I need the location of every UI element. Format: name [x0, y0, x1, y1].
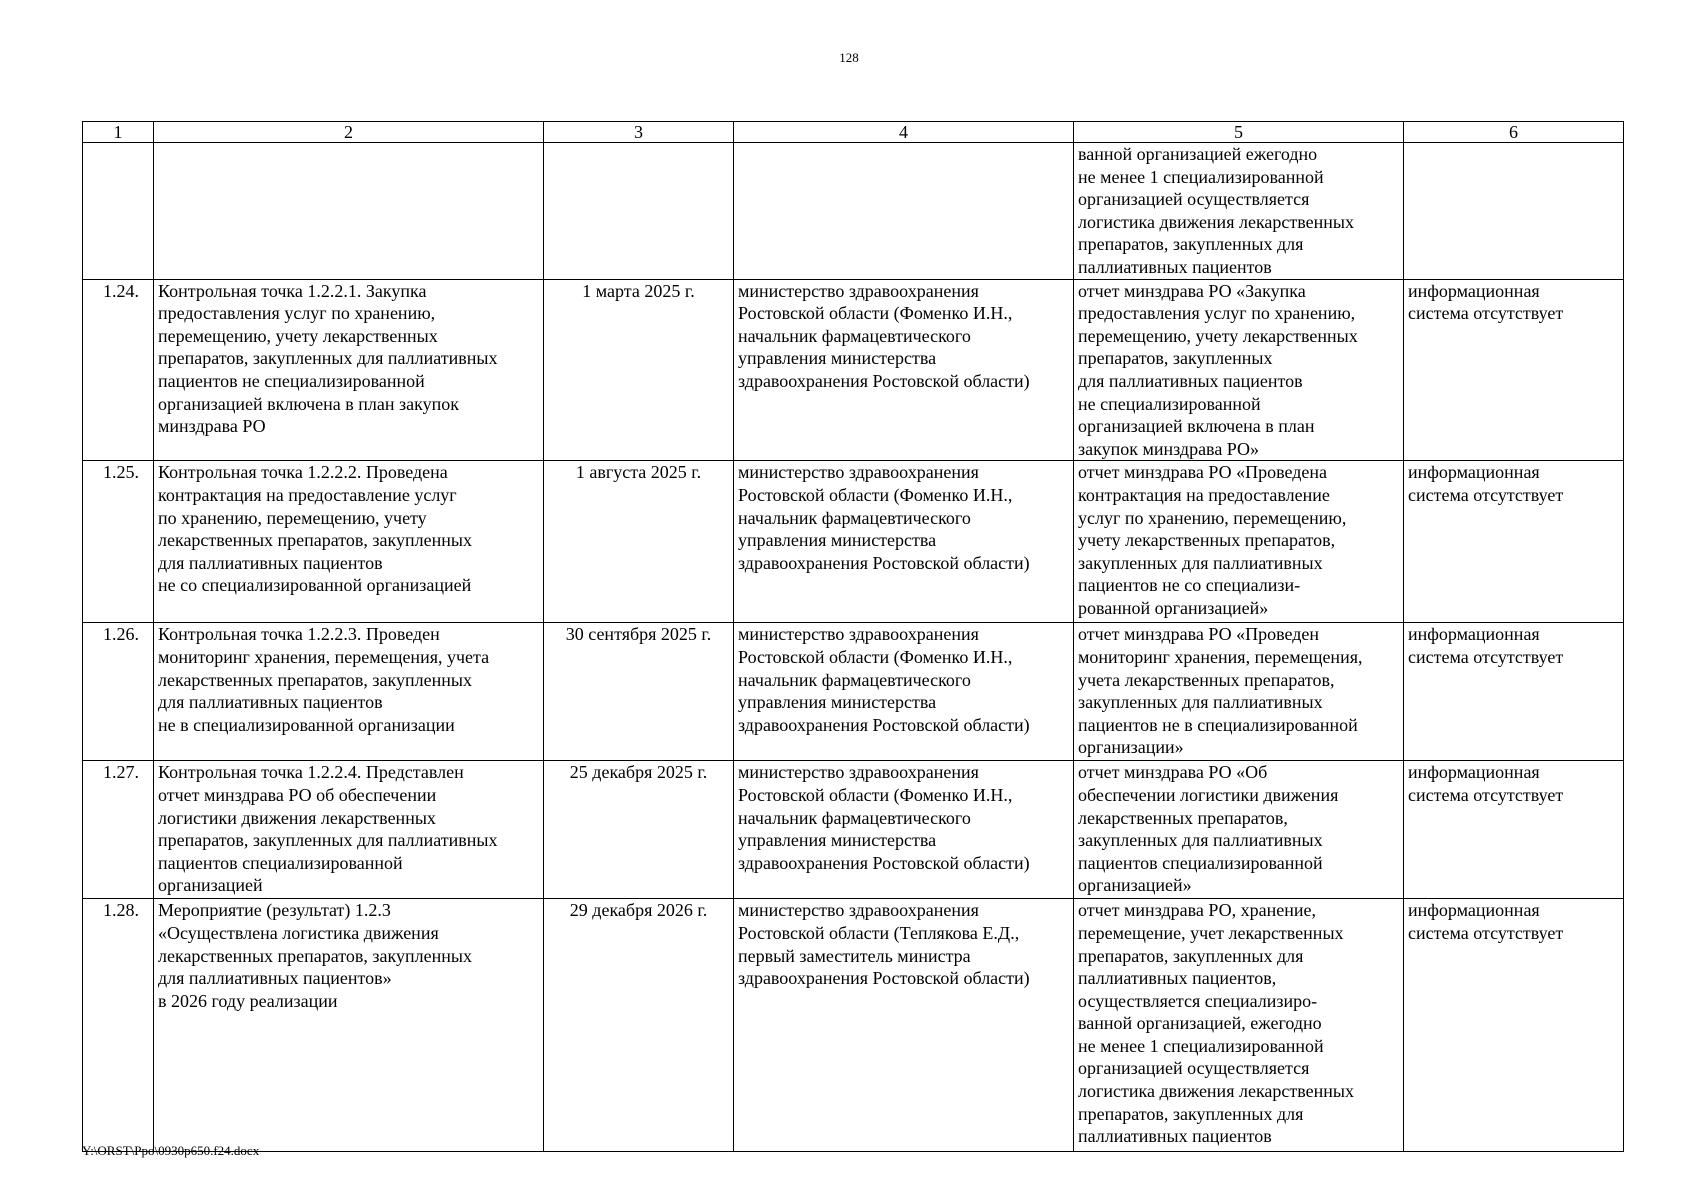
- page-number: 128: [839, 50, 859, 65]
- column-number-5: 5: [1074, 122, 1404, 143]
- row-system: информационная система отсутствует: [1404, 461, 1624, 623]
- row-date: 1 марта 2025 г.: [544, 279, 734, 461]
- column-number-3: 3: [544, 122, 734, 143]
- row-date: 1 августа 2025 г.: [544, 461, 734, 623]
- row-system: информационная система отсутствует: [1404, 623, 1624, 761]
- row-responsible: министерство здравоохранения Ростовской области (Фоменко И.Н., начальник фармацевтического управления министерства здравоохранения Ростовской области): [734, 279, 1074, 461]
- row-number: 1.25.: [83, 461, 154, 623]
- row-name: Контрольная точка 1.2.2.3. Проведен мониторинг хранения, перемещения, учета лекарственных препаратов, закупленных для паллиативных пациентов не в специализированной организации: [154, 623, 544, 761]
- row-date: 30 сентября 2025 г.: [544, 623, 734, 761]
- row-document: отчет минздрава РО, хранение, перемещение, учет лекарственных препаратов, закупленных для паллиативных пациентов, осуществляется специализиро- ванной организацией, ежегодно не менее 1 специализированной организацией осуществляется логистика движения лекарственных препаратов, закупленных для паллиативных пациентов: [1074, 899, 1404, 1152]
- column-number-1: 1: [83, 122, 154, 143]
- row-document: ванной организацией ежегодно не менее 1 специализированной организацией осуществляется логистика движения лекарственных препаратов, закупленных для паллиативных пациентов: [1074, 143, 1404, 280]
- column-number-6: 6: [1404, 122, 1624, 143]
- row-responsible: министерство здравоохранения Ростовской области (Теплякова Е.Д., первый заместитель министра здравоохранения Ростовской области): [734, 899, 1074, 1152]
- row-system: информационная система отсутствует: [1404, 279, 1624, 461]
- row-number: 1.26.: [83, 623, 154, 761]
- table-row: [83, 899, 1624, 1152]
- column-number-2: 2: [154, 122, 544, 143]
- row-name: Контрольная точка 1.2.2.4. Представлен отчет минздрава РО об обеспечении логистики движения лекарственных препаратов, закупленных для паллиативных пациентов специализированной организацией: [154, 761, 544, 899]
- file-path-footer: Y:\ORST\Ppo\0930p650.f24.docx: [82, 1143, 260, 1158]
- row-date: 25 декабря 2025 г.: [544, 761, 734, 899]
- row-responsible: министерство здравоохранения Ростовской области (Фоменко И.Н., начальник фармацевтического управления министерства здравоохранения Ростовской области): [734, 623, 1074, 761]
- row-responsible: министерство здравоохранения Ростовской области (Фоменко И.Н., начальник фармацевтического управления министерства здравоохранения Ростовской области): [734, 761, 1074, 899]
- row-date: 29 декабря 2026 г.: [544, 899, 734, 1152]
- table-row: [83, 761, 1624, 899]
- row-system: информационная система отсутствует: [1404, 761, 1624, 899]
- row-system: информационная система отсутствует: [1404, 899, 1624, 1152]
- row-system: [1404, 143, 1624, 280]
- row-document: отчет минздрава РО «Закупка предоставления услуг по хранению, перемещению, учету лекарственных препаратов, закупленных для паллиативных пациентов не специализированной организацией включена в план закупок минздрава РО»: [1074, 279, 1404, 461]
- row-number: 1.27.: [83, 761, 154, 899]
- row-name: Контрольная точка 1.2.2.2. Проведена контрактация на предоставление услуг по хранению, перемещению, учету лекарственных препаратов, закупленных для паллиативных пациентов не со специализированной организацией: [154, 461, 544, 623]
- row-responsible: министерство здравоохранения Ростовской области (Фоменко И.Н., начальник фармацевтического управления министерства здравоохранения Ростовской области): [734, 461, 1074, 623]
- row-date: [544, 143, 734, 280]
- row-number: 1.28.: [83, 899, 154, 1152]
- table-row: [83, 623, 1624, 761]
- row-name: Контрольная точка 1.2.2.1. Закупка предоставления услуг по хранению, перемещению, учету лекарственных препаратов, закупленных для паллиативных пациентов не специализированной организацией включена в план закупок минздрава РО: [154, 279, 544, 461]
- table-header-row: [83, 122, 1624, 143]
- table-row: [83, 279, 1624, 461]
- row-name: Мероприятие (результат) 1.2.3 «Осуществлена логистика движения лекарственных препаратов, закупленных для паллиативных пациентов» в 2026 году реализации: [154, 899, 544, 1152]
- column-number-4: 4: [734, 122, 1074, 143]
- table-row: [83, 461, 1624, 623]
- row-document: отчет минздрава РО «Проведен мониторинг хранения, перемещения, учета лекарственных препаратов, закупленных для паллиативных пациентов не в специализированной организации»: [1074, 623, 1404, 761]
- row-name: [154, 143, 544, 280]
- row-document: отчет минздрава РО «Проведена контрактация на предоставление услуг по хранению, перемещению, учету лекарственных препаратов, закупленных для паллиативных пациентов не со специализи- рованной организацией»: [1074, 461, 1404, 623]
- row-number: 1.24.: [83, 279, 154, 461]
- row-responsible: [734, 143, 1074, 280]
- table-row-continuation: [83, 143, 1624, 280]
- row-number: [83, 143, 154, 280]
- plan-table: [82, 121, 1624, 1152]
- row-document: отчет минздрава РО «Об обеспечении логистики движения лекарственных препаратов, закупленных для паллиативных пациентов специализированной организацией»: [1074, 761, 1404, 899]
